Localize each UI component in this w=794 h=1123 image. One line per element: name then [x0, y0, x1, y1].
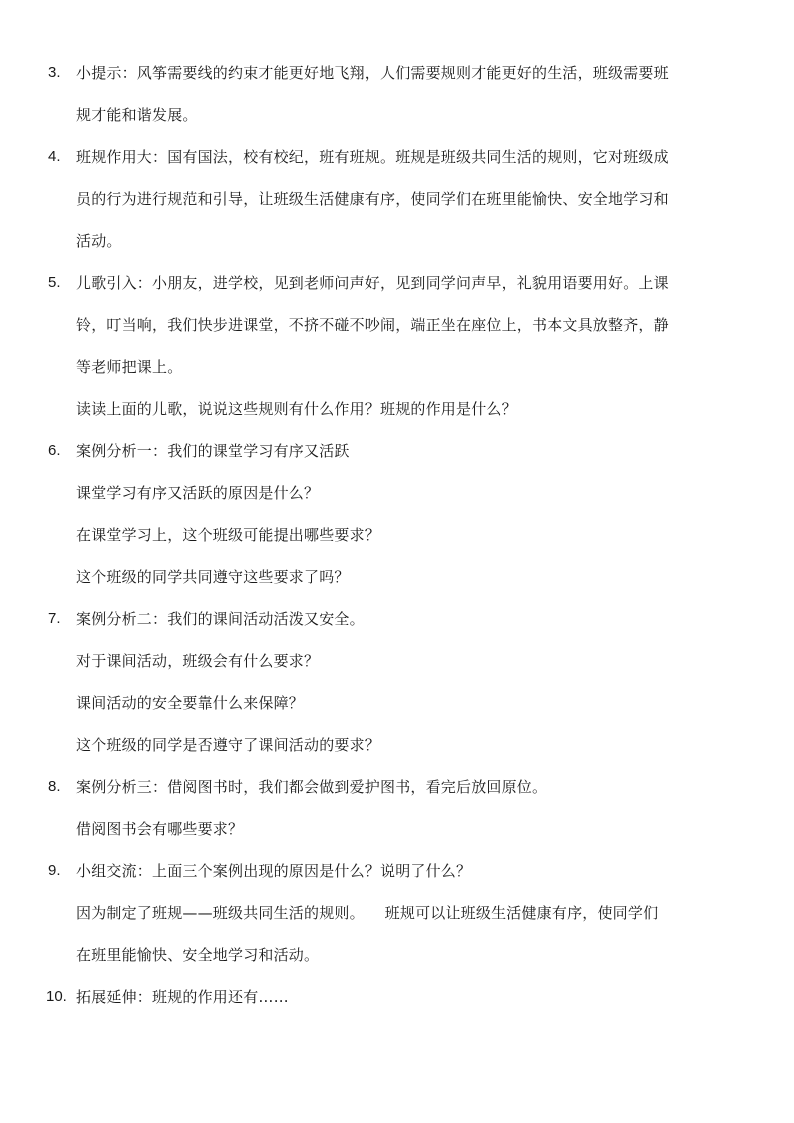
sub-question: 这个班级的同学共同遵守这些要求了吗？ [76, 568, 350, 586]
list-item-7 [0, 598, 794, 766]
sub-question: 借阅图书会有哪些要求？ [76, 820, 244, 838]
item-text [76, 430, 748, 598]
text-line: 小组交流：上面三个案例出现的原因是什么？说明了什么？ [76, 862, 472, 880]
sub-question: 对于课间活动，班级会有什么要求？ [76, 652, 320, 670]
item-text [76, 766, 748, 850]
item-number: 6. [48, 442, 61, 459]
text-line: 案例分析二：我们的课间活动活泼又安全。 [76, 610, 365, 628]
text-line: 案例分析一：我们的课堂学习有序又活跃 [76, 442, 350, 460]
item-number: 3. [48, 64, 61, 81]
item-text [76, 52, 748, 136]
text-line: 规才能和谐发展。 [76, 106, 198, 124]
text-line: 案例分析三：借阅图书时，我们都会做到爱护图书，看完后放回原位。 [76, 778, 548, 796]
document-page [0, 52, 794, 1018]
item-number: 10. [46, 988, 67, 1005]
sub-answer: 在班里能愉快、安全地学习和活动。 [76, 946, 320, 964]
item-number: 5. [48, 274, 61, 291]
text-line: 小提示：风筝需要线的约束才能更好地飞翔，人们需要规则才能更好的生活，班级需要班 [76, 64, 669, 82]
text-line: 活动。 [76, 232, 122, 250]
list-item-9 [0, 850, 794, 976]
list-item-10 [0, 976, 794, 1018]
sub-question: 在课堂学习上，这个班级可能提出哪些要求？ [76, 526, 381, 544]
list-item-8 [0, 766, 794, 850]
list-item-6 [0, 430, 794, 598]
item-number: 8. [48, 778, 61, 795]
sub-question: 课堂学习有序又活跃的原因是什么？ [76, 484, 320, 502]
list-item-4 [0, 136, 794, 262]
item-text [76, 976, 748, 1018]
sub-answer: 因为制定了班规——班级共同生活的规则。 班规可以让班级生活健康有序，使同学们 [76, 904, 659, 922]
text-line: 班规作用大：国有国法，校有校纪，班有班规。班规是班级共同生活的规则，它对班级成 [76, 148, 669, 166]
item-text [76, 598, 748, 766]
text-line: 员的行为进行规范和引导，让班级生活健康有序，使同学们在班里能愉快、安全地学习和 [76, 190, 669, 208]
list-item-5 [0, 262, 794, 430]
item-number: 4. [48, 148, 61, 165]
sub-question: 读读上面的儿歌，说说这些规则有什么作用？班规的作用是什么？ [76, 400, 517, 418]
item-number: 7. [48, 610, 61, 627]
text-line: 儿歌引入：小朋友，进学校，见到老师问声好，见到同学问声早，礼貌用语要用好。上课 [76, 274, 669, 292]
text-line: 等老师把课上。 [76, 358, 183, 376]
list-item-3 [0, 52, 794, 136]
item-text [76, 262, 748, 430]
sub-question: 课间活动的安全要靠什么来保障？ [76, 694, 305, 712]
item-number: 9. [48, 862, 61, 879]
sub-question: 这个班级的同学是否遵守了课间活动的要求？ [76, 736, 381, 754]
item-text [76, 850, 748, 976]
item-text [76, 136, 748, 262]
text-line: 拓展延伸：班规的作用还有…… [76, 988, 289, 1006]
text-line: 铃，叮当响，我们快步进课堂，不挤不碰不吵闹，端正坐在座位上，书本文具放整齐，静 [76, 316, 669, 334]
